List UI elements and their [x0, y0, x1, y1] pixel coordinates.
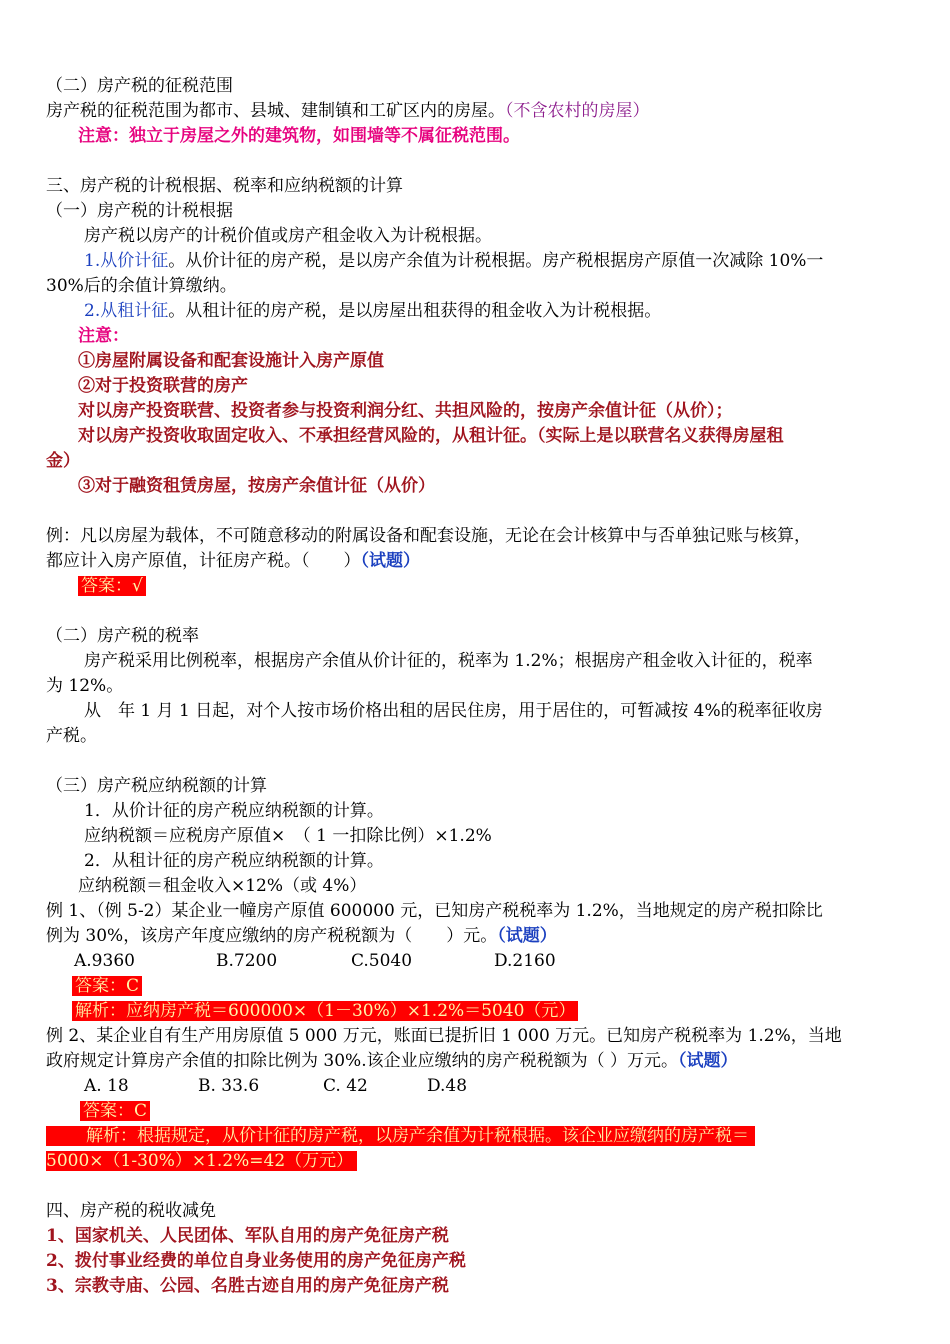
paragraph: 从 年 1 月 1 日起，对个人按市场价格出租的居民住房，用于居住的，可暂减按 4%的税率征收房 [84, 701, 823, 721]
example-text [46, 924, 910, 949]
example-question: 都应计入房产原值，计征房产税。（ ） [46, 551, 361, 571]
answer [78, 574, 910, 599]
list-item [84, 299, 910, 324]
scope-text: 房产税的征税范围为都市、县城、建制镇和工矿区内的房屋。 [46, 101, 505, 121]
exam-tag: （试题） [678, 1051, 738, 1071]
note-item: 金） [46, 451, 80, 471]
analysis [46, 1149, 910, 1174]
formula-title: 2．从租计征的房产税应纳税额的计算。 [84, 851, 384, 871]
note-text: 注意：独立于房屋之外的建筑物，如围墙等不属征税范围。 [78, 126, 520, 146]
exam-tag: （试题） [497, 926, 557, 946]
list-item: 3、宗教寺庙、公园、名胜古迹自用的房产免征房产税 [46, 1276, 449, 1296]
note-item: 对以房产投资联营、投资者参与投资利润分红、共担风险的，按房产余值计征（从价）； [78, 401, 733, 421]
note-item: ②对于投资联营的房产 [78, 376, 248, 396]
option-b: B. 33.6 [198, 1076, 260, 1096]
analysis [72, 999, 910, 1024]
paragraph: 为 12%。 [46, 676, 124, 696]
answer-highlight: 答案：√ [78, 576, 146, 596]
item-text: 。从价计征的房产税，是以房产余值为计税根据。房产税根据房产原值一次减除 10%一 [168, 251, 824, 271]
option-a: A.9360 [74, 951, 135, 971]
item-label: 2.从租计征 [84, 301, 169, 321]
note-label: 注意： [78, 326, 129, 346]
list-item [84, 249, 910, 274]
analysis [46, 1124, 910, 1149]
paragraph: 房产税采用比例税率，根据房产余值从价计征的，税率为 1.2%；根据房产租金收入计征的，税率 [84, 651, 813, 671]
paragraph: 房产税以房产的计税价值或房产租金收入为计税根据。 [84, 226, 492, 246]
analysis-highlight: 5000×（1-30%）×1.2%=42（万元） [46, 1151, 357, 1171]
note-item: ①房屋附属设备和配套设施计入房产原值 [78, 351, 384, 371]
analysis-highlight: 解析：应纳房产税＝600000×（1－30%）×1.2%＝5040（元） [72, 1001, 578, 1021]
example-question: 例为 30%，该房产年度应缴纳的房产税税额为（ ）元。 [46, 926, 498, 946]
paragraph [46, 99, 910, 124]
option-a: A. 18 [84, 1076, 129, 1096]
answer-highlight: 答案：C [80, 1101, 150, 1121]
chapter-heading: 四、房产税的税收减免 [46, 1201, 216, 1221]
example-question: 政府规定计算房产余值的扣除比例为 30%.该企业应缴纳的房产税税额为（ ）万元。 [46, 1051, 678, 1071]
list-item: 1、国家机关、人民团体、军队自用的房产免征房产税 [46, 1226, 449, 1246]
paragraph: 30%后的余值计算缴纳。 [46, 276, 237, 296]
formula: 应纳税额＝租金收入×12%（或 4%） [78, 876, 367, 896]
note-item: 对以房产投资收取固定收入、不承担经营风险的，从租计征。（实际上是以联营名义获得房屋租 [78, 426, 784, 446]
answer-highlight: 答案：C [72, 976, 142, 996]
section-heading: （二）房产税的征税范围 [46, 76, 233, 96]
note-item: ③对于融资租赁房屋，按房产余值计征（从价） [78, 476, 435, 496]
paragraph: 产税。 [46, 726, 97, 746]
example-text [46, 549, 910, 574]
answer [72, 974, 910, 999]
option-b: B.7200 [216, 951, 278, 971]
item-label: 1.从价计征 [84, 251, 169, 271]
option-c: C. 42 [323, 1076, 368, 1096]
example-text: 例 1、（例 5-2）某企业一幢房产原值 600000 元，已知房产税税率为 1.2%，当地规定的房产税扣除比 [46, 901, 823, 921]
chapter-heading: 三、房产税的计税根据、税率和应纳税额的计算 [46, 176, 403, 196]
list-item: 2、拨付事业经费的单位自身业务使用的房产免征房产税 [46, 1251, 466, 1271]
example-text: 例 2、某企业自有生产用房原值 5 000 万元，账面已提折旧 1 000 万元。已知房产税税率为 1.2%，当地 [46, 1026, 842, 1046]
exam-tag: （试题） [360, 551, 420, 571]
section-heading: （二）房产税的税率 [46, 626, 199, 646]
item-text: 。从租计征的房产税，是以房屋出租获得的租金收入为计税根据。 [168, 301, 662, 321]
answer-options [46, 949, 910, 974]
answer-options [46, 1074, 910, 1099]
answer [80, 1099, 910, 1124]
option-c: C.5040 [351, 951, 413, 971]
option-d: D.2160 [494, 951, 556, 971]
scope-exclusion: （不含农村的房屋） [505, 101, 650, 121]
example-text [46, 1049, 910, 1074]
analysis-highlight: 解析：根据规定，从价计征的房产税，以房产余值为计税根据。该企业应缴纳的房产税＝ [46, 1126, 755, 1146]
example-text: 例：凡以房屋为载体，不可随意移动的附属设备和配套设施，无论在会计核算中与否单独记账与核算， [46, 526, 811, 546]
section-heading: （一）房产税的计税根据 [46, 201, 233, 221]
formula-title: 1．从价计征的房产税应纳税额的计算。 [84, 801, 384, 821]
formula: 应纳税额＝应税房产原值× （ 1 一扣除比例）×1.2% [84, 826, 492, 846]
section-heading: （三）房产税应纳税额的计算 [46, 776, 267, 796]
option-d: D.48 [427, 1076, 468, 1096]
